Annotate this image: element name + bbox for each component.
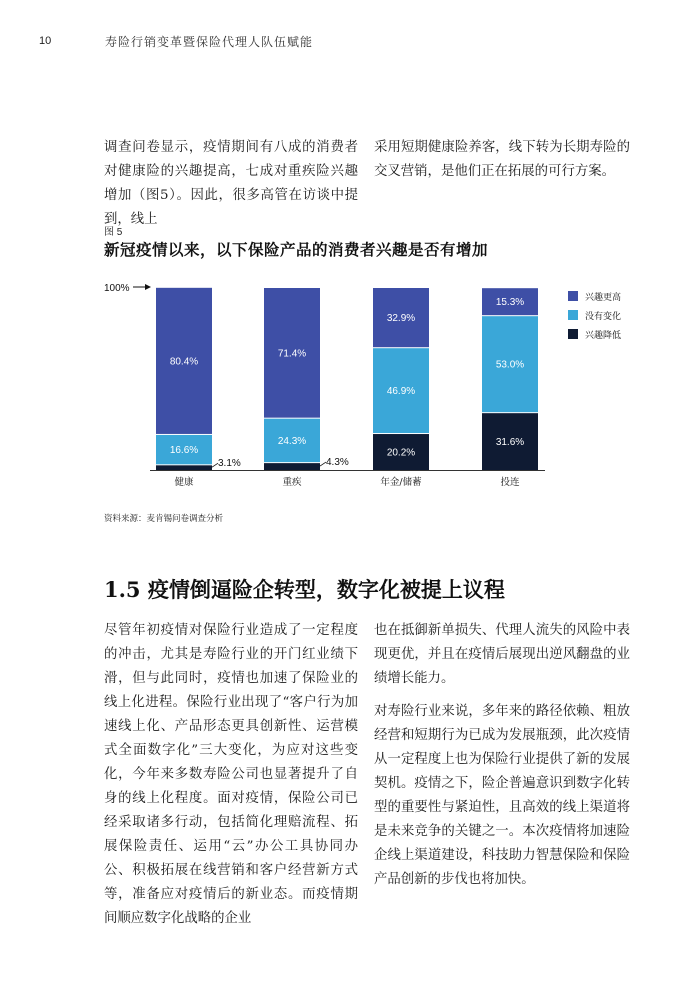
data-label: 80.4%	[169, 356, 199, 368]
legend-swatch	[568, 310, 578, 320]
data-label: 46.9%	[386, 386, 416, 398]
stacked-bar-chart	[0, 270, 699, 500]
category-label: 健康	[174, 477, 194, 488]
axis-100-marker-arrowhead	[145, 284, 151, 290]
figure-label: 图 5	[104, 227, 123, 238]
data-label: 31.6%	[495, 437, 525, 449]
bar-segment	[264, 463, 320, 470]
data-label: 32.9%	[386, 313, 416, 325]
section-paragraph-right-1: 也在抵御新单损失、代理人流失的风险中表现更优，并且在疫情后展现出逆风翻盘的业绩增长能力。	[374, 623, 630, 686]
section-title: 1.5 疫情倒逼险企转型，数字化被提上议程	[104, 577, 505, 602]
data-label: 16.6%	[169, 445, 199, 457]
intro-paragraph-left: 调查问卷显示，疫情期间有八成的消费者对健康险的兴趣提高，七成对重疾险兴趣增加（图5）。因此，很多高管在访谈中提到，线上	[104, 140, 358, 227]
legend-label: 兴趣更高	[585, 293, 622, 303]
data-label: 15.3%	[495, 297, 525, 309]
legend-label: 兴趣降低	[585, 331, 622, 341]
intro-paragraph-right: 采用短期健康险养客，线下转为长期寿险的交叉营销，是他们正在拓展的可行方案。	[374, 140, 630, 179]
legend-swatch	[568, 291, 578, 301]
category-label: 投连	[500, 477, 520, 488]
data-label: 71.4%	[277, 348, 307, 360]
data-label: 53.0%	[495, 359, 525, 371]
legend-label: 没有变化	[585, 312, 622, 322]
data-label: 20.2%	[386, 447, 416, 459]
category-label: 年金/储蓄	[380, 477, 422, 488]
bar-segment	[156, 465, 212, 470]
figure-title: 新冠疫情以来，以下保险产品的消费者兴趣是否有增加	[104, 240, 489, 259]
running-title: 寿险行销变革暨保险代理人队伍赋能	[105, 35, 314, 49]
axis-100-marker-label: 100%	[104, 283, 130, 294]
data-label: 3.1%	[218, 458, 241, 470]
section-paragraph-left: 尽管年初疫情对保险行业造成了一定程度的冲击，尤其是寿险行业的开门红业绩下滑，但与此同时，疫情也加速了保险业的线上化进程。保险行业出现了“客户行为加速线上化、产品形态更具创新性、运营模式全面数字化”三大变化，为应对这些变化，今年来多数寿险公司也显著提升了自身的线上化程度。面对疫情，保险公司已经采取诸多行动，包括简化理赔流程、拓展保险责任、运用“云”办公工具协同办公、积极拓展在线营销和客户经营新方式等，准备应对疫情后的新业态。而疫情期间顺应数字化战略的企业	[104, 623, 358, 926]
category-label: 重疾	[282, 477, 302, 488]
data-label: 24.3%	[277, 435, 307, 447]
page-number: 10	[39, 35, 52, 47]
figure-source: 资料来源：麦肯锡问卷调查分析	[104, 514, 224, 524]
section-paragraph-right-2: 对寿险行业来说，多年来的路径依赖、粗放经营和短期行为已成为发展瓶颈，此次疫情从一定程度上也为保险行业提供了新的发展契机。疫情之下，险企普遍意识到数字化转型的重要性与紧迫性，且高效的线上渠道将是未来竞争的关键之一。本次疫情将加速险企线上渠道建设，科技助力智慧保险和保险产品创新的步伐也将加快。	[374, 704, 630, 887]
legend-swatch	[568, 329, 578, 339]
data-label: 4.3%	[326, 457, 349, 469]
